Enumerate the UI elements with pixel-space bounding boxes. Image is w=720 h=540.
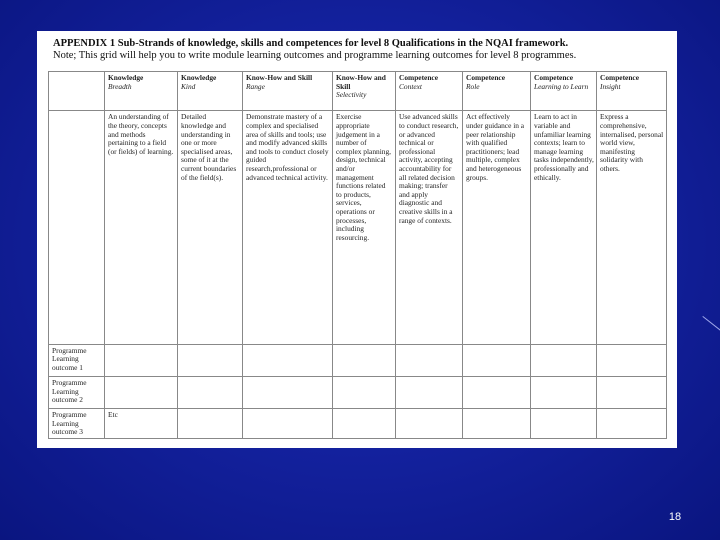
column-subtitle: Breadth bbox=[108, 81, 132, 91]
outcome-row bbox=[49, 344, 667, 376]
outcome-label: Programme Learning outcome 3 bbox=[49, 409, 105, 439]
column-title: Know-How and Skill bbox=[336, 73, 386, 91]
outcome-cell bbox=[597, 344, 667, 376]
outcome-cell bbox=[396, 376, 463, 408]
outcome-cell bbox=[531, 344, 597, 376]
descriptor-cell: Exercise appropriate judgement in a number of complex planning, design, technical and/or management functions related to products, services, operations or processes, including resourcing. bbox=[333, 111, 396, 344]
column-title: Competence bbox=[600, 73, 639, 82]
header-cell bbox=[396, 72, 463, 111]
outcome-cell bbox=[396, 344, 463, 376]
header-cell bbox=[463, 72, 531, 111]
header-cell bbox=[105, 72, 178, 111]
page-number: 18 bbox=[668, 511, 682, 523]
column-subtitle: Selectivity bbox=[336, 90, 367, 100]
header-cell bbox=[178, 72, 243, 111]
appendix-note: Note; This grid will help you to write module learning outcomes and programme learning outcomes for level 8 programmes. bbox=[53, 50, 577, 61]
descriptor-cell: Act effectively under guidance in a peer relationship with qualified practitioners; lead multiple, complex and heterogeneous groups. bbox=[463, 111, 531, 344]
header-cell bbox=[531, 72, 597, 111]
outcome-cell bbox=[463, 376, 531, 408]
outcome-cell bbox=[105, 376, 178, 408]
outcome-cell bbox=[463, 344, 531, 376]
descriptor-cell: Demonstrate mastery of a complex and specialised area of skills and tools; use and modify advanced skills and tools to conduct closely guided research,professional or advanced technical activity. bbox=[243, 111, 333, 344]
column-title: Knowledge bbox=[181, 73, 217, 82]
column-subtitle: Context bbox=[399, 81, 422, 91]
header-corner-cell bbox=[49, 72, 105, 111]
descriptor-corner-cell bbox=[49, 111, 105, 344]
outcome-cell bbox=[243, 409, 333, 439]
header-cell bbox=[333, 72, 396, 111]
decorative-line bbox=[702, 316, 720, 332]
column-subtitle: Learning to Learn bbox=[534, 81, 589, 91]
appendix-document bbox=[37, 31, 677, 448]
column-subtitle: Role bbox=[466, 81, 480, 91]
descriptor-cell: An understanding of the theory, concepts and methods pertaining to a field (or fields) of learning. bbox=[105, 111, 178, 344]
column-subtitle: Insight bbox=[600, 81, 621, 91]
outcome-cell bbox=[531, 409, 597, 439]
header-row bbox=[49, 72, 667, 111]
outcome-etc: Etc bbox=[105, 409, 178, 439]
appendix-title: APPENDIX 1 Sub-Strands of knowledge, skills and competences for level 8 Qualifications in the NQAI framework. bbox=[53, 38, 569, 49]
column-title: Knowledge bbox=[108, 73, 144, 82]
outcome-cell bbox=[178, 376, 243, 408]
column-title: Competence bbox=[466, 73, 505, 82]
outcome-label: Programme Learning outcome 1 bbox=[49, 344, 105, 376]
descriptor-row bbox=[49, 111, 667, 344]
outcome-cell bbox=[178, 344, 243, 376]
outcome-cell bbox=[396, 409, 463, 439]
outcome-cell bbox=[333, 376, 396, 408]
column-subtitle: Kind bbox=[181, 81, 196, 91]
outcome-cell bbox=[178, 409, 243, 439]
outcome-cell bbox=[597, 409, 667, 439]
outcome-cell bbox=[333, 409, 396, 439]
outcome-row bbox=[49, 409, 667, 439]
descriptor-cell: Detailed knowledge and understanding in one or more specialised areas, some of it at the current boundaries of the field(s). bbox=[178, 111, 243, 344]
outcome-cell bbox=[243, 376, 333, 408]
outcome-cell bbox=[531, 376, 597, 408]
outcome-cell bbox=[597, 376, 667, 408]
strands-grid bbox=[48, 71, 667, 439]
header-cell bbox=[597, 72, 667, 111]
column-subtitle: Range bbox=[246, 81, 265, 91]
descriptor-cell: Use advanced skills to conduct research, or advanced technical or professional activity, accepting accountability for all related decision making; transfer and apply diagnostic and creative skills in a range of contexts. bbox=[396, 111, 463, 344]
descriptor-cell: Learn to act in variable and unfamiliar learning contexts; learn to manage learning tasks independently, professionally and ethically. bbox=[531, 111, 597, 344]
descriptor-cell: Express a comprehensive, internalised, personal world view, manifesting solidarity with others. bbox=[597, 111, 667, 344]
outcome-cell bbox=[333, 344, 396, 376]
outcome-cell bbox=[105, 344, 178, 376]
outcome-cell bbox=[243, 344, 333, 376]
outcome-cell bbox=[463, 409, 531, 439]
column-title: Competence bbox=[534, 73, 573, 82]
outcome-label: Programme Learning outcome 2 bbox=[49, 376, 105, 408]
column-title: Competence bbox=[399, 73, 438, 82]
header-cell bbox=[243, 72, 333, 111]
column-title: Know-How and Skill bbox=[246, 73, 313, 82]
outcome-row bbox=[49, 376, 667, 408]
